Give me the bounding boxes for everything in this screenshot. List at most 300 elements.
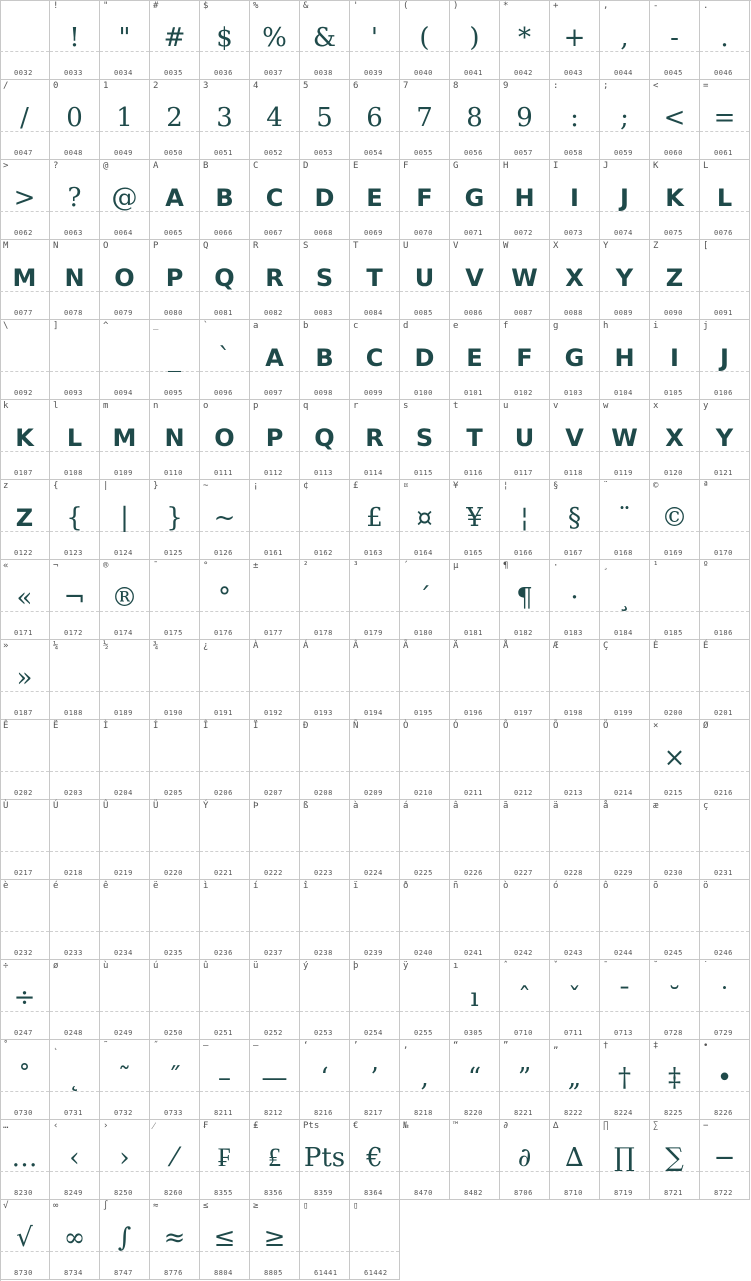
glyph-cell[interactable]	[150, 1040, 200, 1120]
glyph-cell[interactable]	[450, 720, 500, 800]
glyph-cell-char-label: g	[553, 321, 559, 331]
glyph-cell[interactable]	[250, 80, 300, 160]
glyph-cell[interactable]	[600, 80, 650, 160]
glyph-cell[interactable]	[600, 320, 650, 400]
glyph-code-label: 0122	[14, 549, 33, 557]
glyph-cell[interactable]	[500, 800, 550, 880]
glyph-cell[interactable]	[650, 960, 700, 1040]
glyph-cell-char-label: ×	[653, 721, 659, 731]
glyph-cell[interactable]	[0, 320, 50, 400]
glyph-cell[interactable]	[650, 560, 700, 640]
glyph-cell[interactable]	[350, 80, 400, 160]
glyph-cell[interactable]	[300, 640, 350, 720]
glyph-cell[interactable]	[700, 880, 750, 960]
glyph-cell-char-label: ¿	[203, 641, 209, 651]
glyph-cell[interactable]	[0, 640, 50, 720]
glyph-cell[interactable]	[150, 480, 200, 560]
glyph-cell[interactable]	[600, 640, 650, 720]
glyph-cell[interactable]	[650, 0, 700, 80]
glyph-cell[interactable]	[500, 1040, 550, 1120]
glyph-cell[interactable]	[500, 80, 550, 160]
glyph-preview	[200, 894, 249, 942]
glyph-cell-char-label: 9	[503, 81, 509, 91]
glyph-cell[interactable]	[350, 1200, 400, 1280]
glyph-cell[interactable]	[650, 80, 700, 160]
glyph-cell[interactable]	[300, 1200, 350, 1280]
glyph-cell[interactable]	[100, 560, 150, 640]
glyph-cell[interactable]	[400, 80, 450, 160]
glyph-cell[interactable]	[400, 960, 450, 1040]
glyph-cell[interactable]	[100, 1040, 150, 1120]
glyph-cell[interactable]	[650, 320, 700, 400]
glyph-cell[interactable]	[100, 480, 150, 560]
glyph-code-label: 0095	[164, 389, 183, 397]
glyph-cell[interactable]	[700, 800, 750, 880]
glyph-cell[interactable]	[300, 320, 350, 400]
glyph-cell-char-label: d	[403, 321, 409, 331]
glyph-cell[interactable]	[150, 720, 200, 800]
glyph-preview: √	[16, 1223, 33, 1253]
glyph-cell[interactable]	[400, 560, 450, 640]
glyph-cell[interactable]	[250, 240, 300, 320]
glyph-cell-char-label: }	[153, 481, 159, 491]
glyph-cell[interactable]	[450, 1120, 500, 1200]
glyph-cell[interactable]	[50, 480, 100, 560]
glyph-cell[interactable]	[450, 160, 500, 240]
glyph-cell[interactable]	[100, 80, 150, 160]
glyph-cell[interactable]	[200, 720, 250, 800]
glyph-cell[interactable]	[250, 160, 300, 240]
glyph-cell[interactable]	[400, 800, 450, 880]
glyph-cell[interactable]	[250, 960, 300, 1040]
glyph-cell[interactable]	[0, 160, 50, 240]
glyph-code-label: 0230	[664, 869, 683, 877]
glyph-cell[interactable]	[600, 720, 650, 800]
glyph-cell[interactable]	[0, 800, 50, 880]
glyph-cell[interactable]	[300, 80, 350, 160]
glyph-cell[interactable]	[700, 320, 750, 400]
glyph-cell-char-label: ,	[603, 1, 609, 11]
glyph-cell[interactable]	[550, 320, 600, 400]
glyph-cell[interactable]	[200, 400, 250, 480]
glyph-cell[interactable]	[350, 0, 400, 80]
glyph-code-label: 0161	[264, 549, 283, 557]
glyph-cell[interactable]	[200, 1120, 250, 1200]
glyph-cell[interactable]	[500, 0, 550, 80]
glyph-cell[interactable]	[550, 1040, 600, 1120]
glyph-cell[interactable]	[250, 1200, 300, 1280]
glyph-preview: )	[469, 23, 480, 53]
glyph-cell-char-label: ’	[353, 1041, 359, 1051]
glyph-cell[interactable]	[350, 400, 400, 480]
glyph-cell[interactable]	[0, 0, 50, 80]
glyph-cell[interactable]	[400, 240, 450, 320]
glyph-cell[interactable]	[0, 1040, 50, 1120]
glyph-cell[interactable]	[450, 1040, 500, 1120]
glyph-cell[interactable]	[200, 1040, 250, 1120]
glyph-code-label: 0181	[464, 629, 483, 637]
glyph-cell[interactable]	[50, 720, 100, 800]
glyph-cell[interactable]	[200, 480, 250, 560]
glyph-cell[interactable]	[400, 880, 450, 960]
glyph-cell[interactable]	[700, 160, 750, 240]
glyph-cell[interactable]	[0, 720, 50, 800]
glyph-cell[interactable]	[650, 800, 700, 880]
glyph-cell[interactable]	[400, 480, 450, 560]
glyph-cell[interactable]	[0, 400, 50, 480]
glyph-preview	[500, 734, 549, 782]
glyph-cell-char-label: J	[603, 161, 609, 171]
glyph-code-label: 0168	[614, 549, 633, 557]
glyph-cell[interactable]	[400, 1120, 450, 1200]
glyph-cell[interactable]	[700, 720, 750, 800]
glyph-code-label: 8359	[314, 1189, 333, 1197]
glyph-code-label: 0123	[64, 549, 83, 557]
glyph-preview	[600, 734, 649, 782]
glyph-cell-char-label: ∑	[653, 1121, 659, 1131]
glyph-cell[interactable]	[50, 800, 100, 880]
glyph-code-label: 0102	[514, 389, 533, 397]
glyph-cell[interactable]	[550, 800, 600, 880]
art-deco-glyph-icon: W	[511, 264, 538, 292]
glyph-cell[interactable]	[450, 480, 500, 560]
glyph-cell[interactable]	[350, 1120, 400, 1200]
glyph-cell[interactable]	[250, 1120, 300, 1200]
glyph-cell-char-label: B	[203, 161, 209, 171]
glyph-code-label: 0053	[314, 149, 333, 157]
glyph-cell[interactable]	[100, 720, 150, 800]
glyph-cell-char-label: ¶	[503, 561, 509, 571]
glyph-code-label: 0305	[464, 1029, 483, 1037]
glyph-cell[interactable]	[350, 160, 400, 240]
glyph-cell[interactable]	[100, 320, 150, 400]
glyph-cell[interactable]	[550, 480, 600, 560]
glyph-cell[interactable]	[0, 80, 50, 160]
glyph-cell[interactable]	[200, 160, 250, 240]
glyph-code-label: 0167	[564, 549, 583, 557]
glyph-cell[interactable]	[350, 480, 400, 560]
glyph-cell[interactable]	[400, 720, 450, 800]
glyph-cell[interactable]	[300, 560, 350, 640]
glyph-cell[interactable]	[50, 0, 100, 80]
glyph-cell[interactable]	[550, 720, 600, 800]
glyph-cell[interactable]	[700, 1040, 750, 1120]
glyph-cell[interactable]	[100, 1120, 150, 1200]
glyph-preview	[300, 574, 349, 622]
glyph-cell[interactable]	[150, 1120, 200, 1200]
glyph-code-label: 0226	[464, 869, 483, 877]
glyph-cell-char-label: Ø	[703, 721, 709, 731]
glyph-cell[interactable]	[500, 160, 550, 240]
glyph-code-label: 0121	[714, 469, 733, 477]
glyph-cell[interactable]	[350, 320, 400, 400]
glyph-cell[interactable]	[450, 320, 500, 400]
glyph-cell[interactable]	[250, 640, 300, 720]
glyph-code-label: 0201	[714, 709, 733, 717]
glyph-cell[interactable]	[500, 480, 550, 560]
glyph-code-label: 0048	[64, 149, 83, 157]
glyph-code-label: 0056	[464, 149, 483, 157]
glyph-cell[interactable]	[0, 560, 50, 640]
glyph-cell[interactable]	[300, 1040, 350, 1120]
glyph-cell[interactable]	[600, 160, 650, 240]
glyph-cell[interactable]	[200, 640, 250, 720]
glyph-cell[interactable]	[450, 0, 500, 80]
glyph-cell[interactable]	[350, 240, 400, 320]
glyph-cell[interactable]	[550, 880, 600, 960]
glyph-cell[interactable]	[150, 320, 200, 400]
glyph-cell[interactable]	[600, 400, 650, 480]
glyph-cell[interactable]	[50, 240, 100, 320]
glyph-cell[interactable]	[550, 160, 600, 240]
glyph-cell[interactable]	[150, 1200, 200, 1280]
glyph-code-label: 0105	[664, 389, 683, 397]
glyph-cell[interactable]	[0, 480, 50, 560]
glyph-cell[interactable]	[500, 640, 550, 720]
art-deco-glyph-icon: J	[620, 184, 629, 212]
glyph-cell[interactable]	[550, 80, 600, 160]
glyph-code-label: 0193	[314, 709, 333, 717]
glyph-cell[interactable]	[550, 560, 600, 640]
glyph-cell[interactable]	[450, 400, 500, 480]
glyph-cell[interactable]	[650, 480, 700, 560]
glyph-cell[interactable]	[600, 1120, 650, 1200]
glyph-cell[interactable]	[150, 560, 200, 640]
glyph-code-label: 0126	[214, 549, 233, 557]
glyph-cell[interactable]	[500, 400, 550, 480]
glyph-cell[interactable]	[350, 960, 400, 1040]
glyph-cell[interactable]	[300, 480, 350, 560]
glyph-cell[interactable]	[600, 1040, 650, 1120]
glyph-cell[interactable]	[400, 0, 450, 80]
glyph-cell[interactable]	[50, 320, 100, 400]
glyph-cell[interactable]	[600, 880, 650, 960]
glyph-cell-char-label: þ	[353, 961, 359, 971]
glyph-cell[interactable]	[600, 0, 650, 80]
glyph-cell[interactable]	[200, 240, 250, 320]
glyph-cell[interactable]	[550, 960, 600, 1040]
glyph-preview: ‘	[320, 1063, 329, 1093]
glyph-cell-char-label: ∏	[603, 1121, 609, 1131]
glyph-cell[interactable]	[200, 800, 250, 880]
glyph-cell[interactable]	[50, 1040, 100, 1120]
glyph-cell[interactable]	[150, 640, 200, 720]
glyph-cell-char-label: ˉ	[603, 961, 609, 971]
glyph-cell[interactable]	[400, 1040, 450, 1120]
glyph-cell[interactable]	[300, 960, 350, 1040]
glyph-preview: ¥	[466, 503, 483, 533]
glyph-code-label: 0040	[414, 69, 433, 77]
glyph-cell[interactable]	[100, 400, 150, 480]
glyph-cell[interactable]	[500, 560, 550, 640]
glyph-cell[interactable]	[100, 960, 150, 1040]
glyph-cell[interactable]	[400, 640, 450, 720]
glyph-cell[interactable]	[50, 960, 100, 1040]
glyph-cell[interactable]	[500, 720, 550, 800]
glyph-cell[interactable]	[300, 0, 350, 80]
glyph-cell[interactable]	[0, 1120, 50, 1200]
glyph-cell[interactable]	[50, 1200, 100, 1280]
glyph-cell[interactable]	[700, 960, 750, 1040]
glyph-cell[interactable]	[700, 80, 750, 160]
glyph-cell[interactable]	[600, 960, 650, 1040]
glyph-cell[interactable]	[300, 880, 350, 960]
glyph-cell[interactable]	[200, 560, 250, 640]
glyph-cell[interactable]	[250, 880, 300, 960]
glyph-cell[interactable]	[550, 400, 600, 480]
art-deco-glyph-icon: H	[514, 184, 535, 212]
glyph-cell[interactable]	[150, 960, 200, 1040]
glyph-cell[interactable]	[0, 960, 50, 1040]
glyph-cell[interactable]	[450, 80, 500, 160]
glyph-cell[interactable]	[150, 800, 200, 880]
glyph-cell[interactable]	[50, 400, 100, 480]
glyph-cell[interactable]	[100, 160, 150, 240]
glyph-cell[interactable]	[600, 480, 650, 560]
glyph-cell[interactable]	[0, 1200, 50, 1280]
glyph-code-label: 0237	[264, 949, 283, 957]
glyph-cell-char-label: .	[703, 1, 709, 11]
glyph-cell[interactable]	[650, 160, 700, 240]
glyph-cell[interactable]	[650, 880, 700, 960]
glyph-cell[interactable]	[550, 1120, 600, 1200]
glyph-cell[interactable]	[350, 640, 400, 720]
glyph-cell[interactable]	[350, 800, 400, 880]
glyph-cell[interactable]	[450, 560, 500, 640]
glyph-cell[interactable]	[50, 880, 100, 960]
glyph-code-label: 0217	[14, 869, 33, 877]
glyph-code-label: 0728	[664, 1029, 683, 1037]
glyph-cell[interactable]	[350, 720, 400, 800]
glyph-cell[interactable]	[150, 80, 200, 160]
glyph-cell[interactable]	[300, 240, 350, 320]
glyph-cell[interactable]	[600, 800, 650, 880]
glyph-cell[interactable]	[300, 720, 350, 800]
glyph-cell[interactable]	[550, 0, 600, 80]
glyph-cell[interactable]	[300, 1120, 350, 1200]
glyph-cell[interactable]	[700, 560, 750, 640]
glyph-cell[interactable]	[400, 160, 450, 240]
glyph-cell[interactable]	[250, 560, 300, 640]
glyph-cell[interactable]	[0, 240, 50, 320]
glyph-cell[interactable]	[100, 800, 150, 880]
glyph-cell[interactable]	[300, 400, 350, 480]
glyph-cell[interactable]	[100, 0, 150, 80]
glyph-cell[interactable]	[500, 1120, 550, 1200]
glyph-cell-char-label: 7	[403, 81, 409, 91]
glyph-cell[interactable]	[400, 400, 450, 480]
glyph-cell[interactable]	[150, 400, 200, 480]
glyph-cell[interactable]	[650, 240, 700, 320]
glyph-cell[interactable]	[350, 880, 400, 960]
glyph-cell[interactable]	[200, 880, 250, 960]
glyph-cell[interactable]	[50, 640, 100, 720]
glyph-cell[interactable]	[100, 1200, 150, 1280]
glyph-preview: ®	[111, 583, 138, 613]
glyph-cell[interactable]	[700, 240, 750, 320]
glyph-cell-char-label: Ú	[53, 801, 59, 811]
glyph-cell[interactable]	[700, 640, 750, 720]
glyph-cell[interactable]	[450, 880, 500, 960]
glyph-cell[interactable]	[700, 400, 750, 480]
glyph-cell[interactable]	[450, 240, 500, 320]
glyph-preview: 5	[316, 103, 333, 133]
glyph-cell[interactable]	[250, 1040, 300, 1120]
glyph-cell[interactable]	[50, 1120, 100, 1200]
glyph-cell[interactable]	[600, 240, 650, 320]
glyph-cell[interactable]	[100, 640, 150, 720]
glyph-preview: 4	[266, 103, 283, 133]
glyph-cell[interactable]	[300, 800, 350, 880]
glyph-cell[interactable]	[200, 320, 250, 400]
glyph-cell[interactable]	[600, 560, 650, 640]
glyph-cell[interactable]	[650, 1040, 700, 1120]
glyph-cell[interactable]	[550, 640, 600, 720]
glyph-cell[interactable]	[250, 480, 300, 560]
glyph-cell[interactable]	[200, 80, 250, 160]
glyph-cell[interactable]	[150, 240, 200, 320]
glyph-cell[interactable]	[50, 160, 100, 240]
glyph-preview	[700, 894, 749, 942]
glyph-preview: ¶	[516, 583, 533, 613]
glyph-cell[interactable]	[700, 0, 750, 80]
glyph-cell[interactable]	[50, 560, 100, 640]
glyph-cell[interactable]	[700, 1120, 750, 1200]
glyph-cell[interactable]	[250, 0, 300, 80]
glyph-code-label: 0203	[64, 789, 83, 797]
glyph-cell[interactable]	[300, 160, 350, 240]
glyph-preview	[250, 974, 299, 1022]
glyph-cell[interactable]	[150, 880, 200, 960]
glyph-cell[interactable]	[700, 480, 750, 560]
glyph-cell[interactable]	[500, 960, 550, 1040]
glyph-code-label: 0097	[264, 389, 283, 397]
glyph-cell[interactable]	[150, 160, 200, 240]
glyph-cell[interactable]	[450, 640, 500, 720]
glyph-cell[interactable]	[400, 320, 450, 400]
glyph-cell[interactable]	[500, 880, 550, 960]
glyph-cell[interactable]	[650, 400, 700, 480]
glyph-cell[interactable]	[350, 1040, 400, 1120]
glyph-cell[interactable]	[350, 560, 400, 640]
glyph-cell[interactable]	[500, 240, 550, 320]
glyph-cell[interactable]	[250, 320, 300, 400]
glyph-cell[interactable]	[50, 80, 100, 160]
glyph-cell[interactable]	[250, 800, 300, 880]
glyph-cell[interactable]	[650, 720, 700, 800]
glyph-cell[interactable]	[450, 800, 500, 880]
glyph-cell[interactable]	[0, 880, 50, 960]
glyph-cell[interactable]	[150, 0, 200, 80]
glyph-cell[interactable]	[550, 240, 600, 320]
art-deco-glyph-icon: T	[366, 264, 383, 292]
glyph-cell[interactable]	[200, 960, 250, 1040]
glyph-cell[interactable]	[650, 1120, 700, 1200]
glyph-cell[interactable]	[500, 320, 550, 400]
glyph-cell[interactable]	[200, 0, 250, 80]
art-deco-glyph-icon: Y	[715, 424, 734, 452]
glyph-cell[interactable]	[200, 1200, 250, 1280]
glyph-cell[interactable]	[100, 240, 150, 320]
glyph-cell[interactable]	[650, 640, 700, 720]
glyph-cell[interactable]	[250, 720, 300, 800]
glyph-code-label: 0184	[614, 629, 633, 637]
art-deco-glyph-icon: F	[416, 184, 433, 212]
glyph-cell[interactable]	[250, 400, 300, 480]
art-deco-glyph-icon: I	[570, 184, 579, 212]
glyph-cell[interactable]	[450, 960, 500, 1040]
glyph-cell[interactable]	[100, 880, 150, 960]
